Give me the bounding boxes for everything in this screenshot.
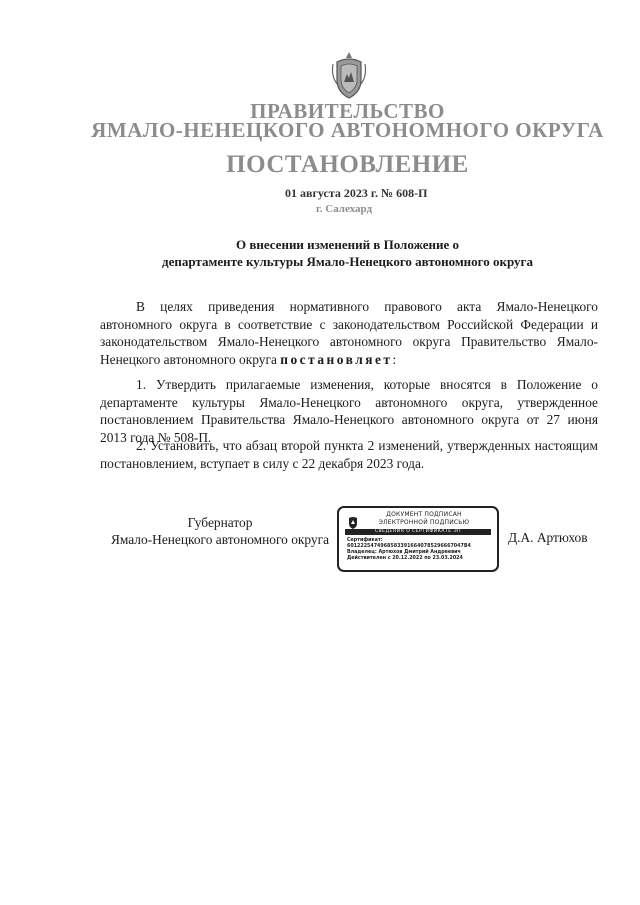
stamp-certificate-info <box>347 538 495 562</box>
stamp-owner: Владелец: Артюхов Дмитрий Андреевич <box>347 550 461 555</box>
stamp-cert-number: 60122254749685833916640785296667047В4 <box>347 544 471 549</box>
subject-line-1: О внесении изменений в Положение о <box>235 237 460 252</box>
government-region-title: ЯМАЛО-НЕНЕЦКОГО АВТОНОМНОГО ОКРУГА <box>91 118 604 142</box>
preamble-colon: : <box>392 351 397 367</box>
stamp-header-line-1: ДОКУМЕНТ ПОДПИСАН <box>386 511 462 518</box>
subject-line-2: департаменте культуры Ямало-Ненецкого автономного округа <box>162 254 533 269</box>
preamble-text: В целях приведения нормативного правового акта Ямало-Ненецкого автономного округа в соответствие с законодательством Российской Федерации и законодательством Ямало-Ненецкого автономного округа Правительство Ямало-Ненецкого автономного округа <box>100 299 598 367</box>
preamble-paragraph <box>100 298 598 368</box>
stamp-certificate-bar: СВЕДЕНИЯ О СЕРТИФИКАТЕ ЭП <box>345 529 491 535</box>
stamp-cert-label: Сертификат: <box>347 538 383 543</box>
signatory-name: Д.А. Артюхов <box>508 530 588 545</box>
document-date-number: 01 августа 2023 г. № 608-П <box>285 186 428 200</box>
electronic-signature-stamp <box>337 506 499 572</box>
document-city: г. Салехард <box>316 203 373 215</box>
stamp-header <box>359 511 489 526</box>
signatory-role-line-1: Губернатор <box>187 515 253 530</box>
signatory-role <box>100 514 340 548</box>
signatory-role-line-2: Ямало-Ненецкого автономного округа <box>110 532 330 547</box>
document-type-title: ПОСТАНОВЛЕНИЕ <box>226 151 469 178</box>
stamp-emblem-icon <box>347 515 359 530</box>
coat-of-arms-emblem <box>329 50 369 100</box>
stamp-header-line-2: ЭЛЕКТРОННОЙ ПОДПИСЬЮ <box>378 518 470 526</box>
stamp-validity: Действителен с 20.12.2022 по 23.03.2024 <box>347 556 463 561</box>
government-title: ПРАВИТЕЛЬСТВО <box>250 99 445 123</box>
resolves-word: постановляет <box>280 351 393 367</box>
clause-2-paragraph: 2. Установить, что абзац второй пункта 2 изменений, утвержденных настоящим постановлением, вступает в силу с 22 декабря 2023 года. <box>100 438 598 471</box>
clause-1-paragraph: 1. Утвердить прилагаемые изменения, которые вносятся в Положение о департаменте культуры Ямало-Ненецкого автономного округа, утвержденное постановлением Правительства Ямало-Ненецкого автономного округа от 27 июня 2013 года № 508-П. <box>100 377 598 445</box>
